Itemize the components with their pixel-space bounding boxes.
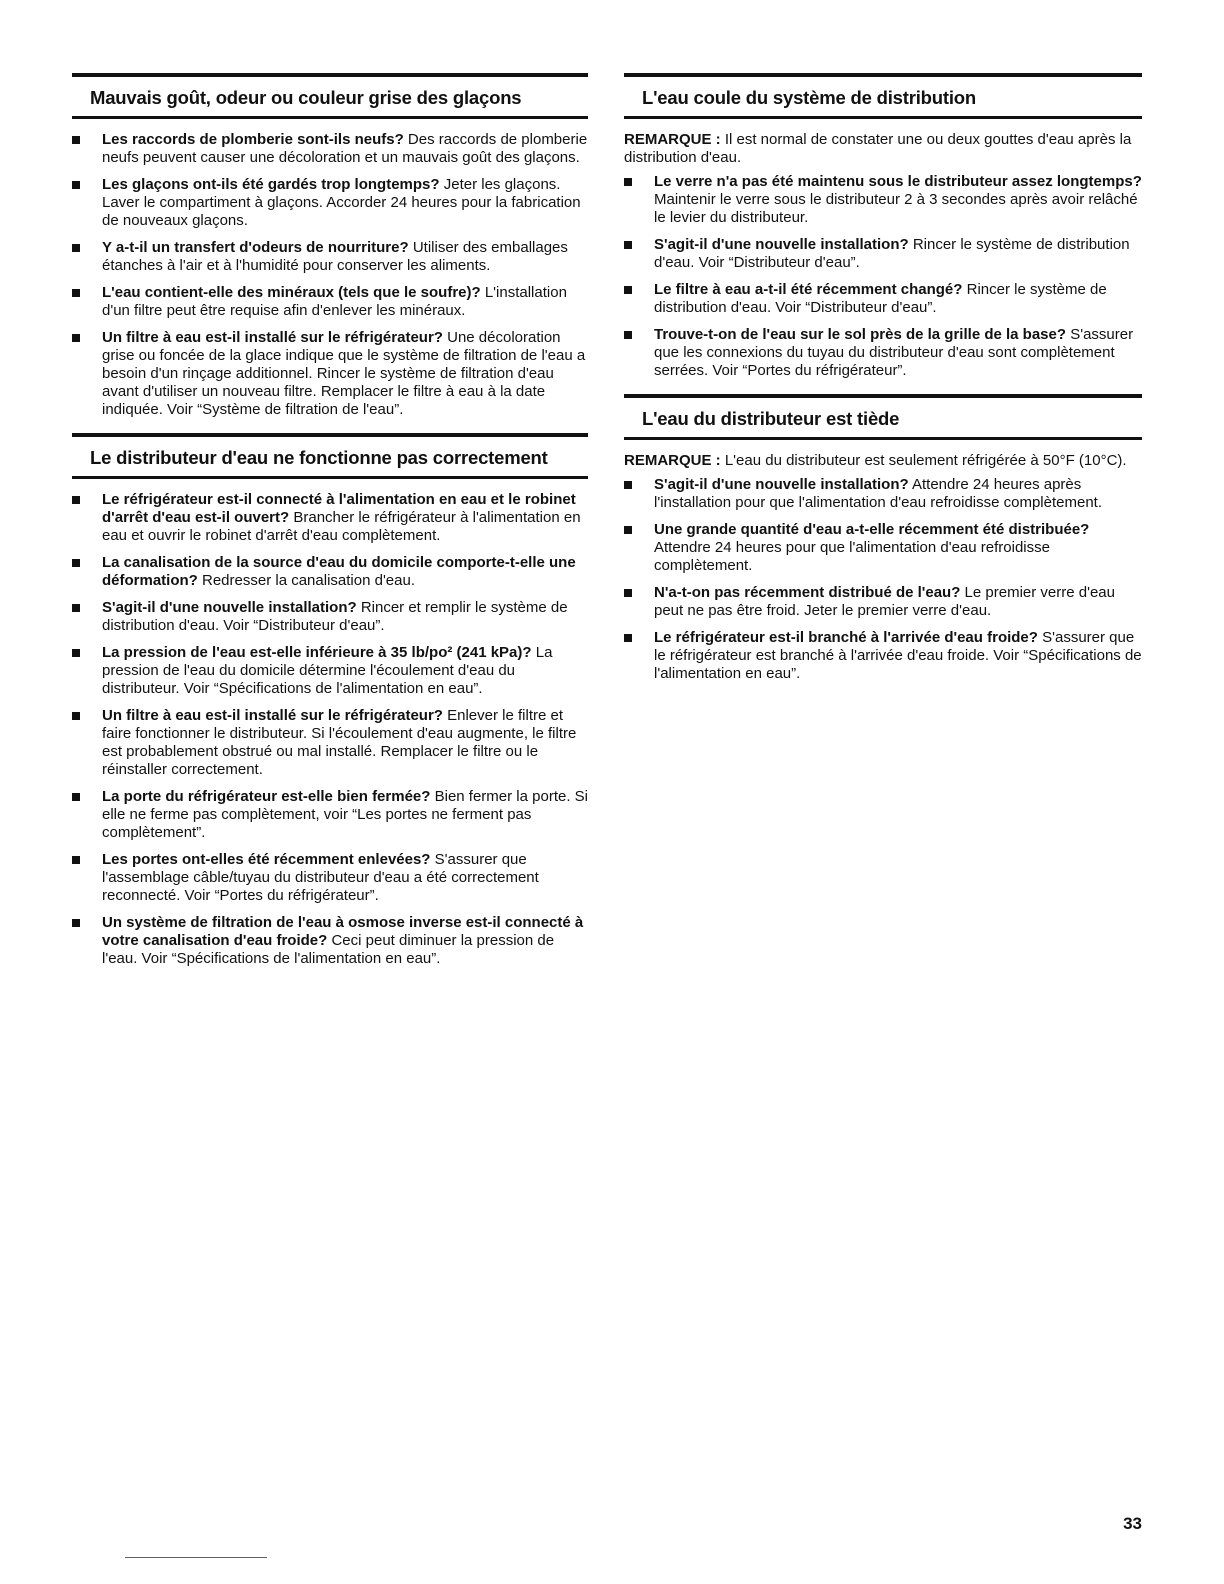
- list-item: [72, 131, 588, 167]
- list-item: [624, 236, 1142, 272]
- section-heading: L'eau coule du système de distribution: [624, 73, 1142, 119]
- square-bullet-icon: [72, 181, 80, 189]
- answer: Maintenir le verre sous le distributeur 2 à 3 secondes après avoir relâché le levier du distributeur.: [654, 191, 1138, 227]
- square-bullet-icon: [72, 496, 80, 504]
- question: L'eau contient-elle des minéraux (tels que le soufre)?: [102, 284, 481, 302]
- list-item: [72, 491, 588, 545]
- square-bullet-icon: [72, 604, 80, 612]
- square-bullet-icon: [72, 793, 80, 801]
- answer: Jeter les glaçons. Laver le compartiment à glaçons. Accorder 24 heures pour la fabrication de nouveaux glaçons.: [102, 176, 581, 230]
- square-bullet-icon: [72, 289, 80, 297]
- answer: Une décoloration grise ou foncée de la glace indique que le système de filtration de l'eau a besoin d'un rinçage additionnel. Rincer le système de filtration d'eau avant d'utiliser un nouveau filtre. Remplacer le filtre à eau à la date indiquée. Voir “Système de filtration de l'eau”.: [102, 329, 586, 419]
- section-ice-taste: [72, 73, 588, 419]
- troubleshoot-list: [72, 491, 588, 968]
- list-item: [624, 584, 1142, 620]
- answer: S'assurer que le réfrigérateur est branché à l'arrivée d'eau froide. Voir “Spécifications de l'alimentation en eau”.: [654, 629, 1142, 683]
- question: Les raccords de plomberie sont-ils neufs?: [102, 131, 404, 149]
- square-bullet-icon: [72, 559, 80, 567]
- question: Y a-t-il un transfert d'odeurs de nourriture?: [102, 239, 409, 257]
- square-bullet-icon: [624, 178, 632, 186]
- troubleshoot-list: [72, 131, 588, 419]
- left-column: [72, 73, 588, 982]
- note-label: REMARQUE :: [624, 452, 721, 470]
- answer: Rincer le système de distribution d'eau. Voir “Distributeur d'eau”.: [654, 281, 1107, 317]
- answer: Attendre 24 heures pour que l'alimentation d'eau refroidisse complètement.: [654, 539, 1050, 575]
- square-bullet-icon: [624, 331, 632, 339]
- square-bullet-icon: [72, 712, 80, 720]
- answer: Des raccords de plomberie neufs peuvent causer une décoloration et un mauvais goût des glaçons.: [102, 131, 588, 167]
- section-dispenser-malfunction: [72, 433, 588, 968]
- square-bullet-icon: [72, 919, 80, 927]
- answer: Brancher le réfrigérateur à l'alimentation en eau et ouvrir le robinet d'arrêt d'eau complètement.: [102, 509, 581, 545]
- answer: Rincer le système de distribution d'eau. Voir “Distributeur d'eau”.: [654, 236, 1130, 272]
- answer: Enlever le filtre et faire fonctionner le distributeur. Si l'écoulement d'eau augmente, le filtre est probablement obstrué ou mal installé. Remplacer le filtre ou le réinstaller correctement.: [102, 707, 577, 779]
- section-heading: Mauvais goût, odeur ou couleur grise des glaçons: [72, 73, 588, 119]
- question: Un filtre à eau est-il installé sur le réfrigérateur?: [102, 329, 443, 347]
- page-number: 33: [1123, 1514, 1142, 1533]
- section-heading: L'eau du distributeur est tiède: [624, 394, 1142, 440]
- list-item: [72, 599, 588, 635]
- answer: Ceci peut diminuer la pression de l'eau. Voir “Spécifications de l'alimentation en eau”.: [102, 932, 555, 968]
- list-item: [72, 176, 588, 230]
- square-bullet-icon: [72, 136, 80, 144]
- question: Les portes ont-elles été récemment enlevées?: [102, 851, 431, 869]
- note-text: Il est normal de constater une ou deux gouttes d'eau après la distribution d'eau.: [624, 131, 1132, 167]
- question: Un filtre à eau est-il installé sur le réfrigérateur?: [102, 707, 443, 725]
- list-item: [72, 239, 588, 275]
- troubleshoot-list: [624, 173, 1142, 380]
- answer: S'assurer que l'assemblage câble/tuyau du distributeur d'eau a été correctement reconnecté. Voir “Portes du réfrigérateur”.: [102, 851, 539, 905]
- list-item: [72, 851, 588, 905]
- question: Le réfrigérateur est-il connecté à l'alimentation en eau et le robinet d'arrêt d'eau est-il ouvert?: [102, 491, 576, 527]
- footer-divider: [125, 1557, 267, 1558]
- square-bullet-icon: [72, 856, 80, 864]
- answer: Redresser la canalisation d'eau.: [197, 572, 415, 590]
- list-item: [624, 326, 1142, 380]
- question: Un système de filtration de l'eau à osmose inverse est-il connecté à votre canalisation d'eau froide?: [102, 914, 584, 950]
- list-item: [624, 281, 1142, 317]
- square-bullet-icon: [72, 244, 80, 252]
- list-item: [72, 284, 588, 320]
- answer: Attendre 24 heures après l'installation pour que l'alimentation d'eau refroidisse complètement.: [654, 476, 1103, 512]
- list-item: [72, 788, 588, 842]
- answer: Utiliser des emballages étanches à l'air et à l'humidité pour conserver les aliments.: [102, 239, 568, 275]
- answer: La pression de l'eau du domicile détermine l'écoulement d'eau du distributeur. Voir “Spécifications de l'alimentation en eau”.: [102, 644, 553, 698]
- question: Le réfrigérateur est-il branché à l'arrivée d'eau froide?: [654, 629, 1038, 647]
- list-item: [72, 707, 588, 779]
- note-text: L'eau du distributeur est seulement réfrigérée à 50°F (10°C).: [720, 452, 1127, 470]
- list-item: [624, 521, 1142, 575]
- square-bullet-icon: [624, 526, 632, 534]
- answer: Bien fermer la porte. Si elle ne ferme pas complètement, voir “Les portes ne ferment pas complètement”.: [102, 788, 589, 842]
- section-heading: Le distributeur d'eau ne fonctionne pas correctement: [72, 433, 588, 479]
- note: [624, 131, 1142, 167]
- question: N'a-t-on pas récemment distribué de l'eau?: [654, 584, 961, 602]
- question: S'agit-il d'une nouvelle installation?: [102, 599, 357, 617]
- square-bullet-icon: [72, 649, 80, 657]
- right-column: [624, 73, 1142, 697]
- list-item: [624, 476, 1142, 512]
- question: La porte du réfrigérateur est-elle bien fermée?: [102, 788, 431, 806]
- note-label: REMARQUE :: [624, 131, 721, 149]
- square-bullet-icon: [624, 634, 632, 642]
- list-item: [72, 914, 588, 968]
- square-bullet-icon: [624, 241, 632, 249]
- answer: L'installation d'un filtre peut être requise afin d'enlever les minéraux.: [102, 284, 567, 320]
- note: [624, 452, 1142, 470]
- answer: Le premier verre d'eau peut ne pas être froid. Jeter le premier verre d'eau.: [654, 584, 1115, 620]
- question: Une grande quantité d'eau a-t-elle récemment été distribuée?: [654, 521, 1090, 539]
- question: Les glaçons ont-ils été gardés trop longtemps?: [102, 176, 440, 194]
- answer: Rincer et remplir le système de distribution d'eau. Voir “Distributeur d'eau”.: [102, 599, 568, 635]
- troubleshoot-list: [624, 476, 1142, 683]
- list-item: [72, 554, 588, 590]
- section-water-leak: [624, 73, 1142, 380]
- square-bullet-icon: [624, 286, 632, 294]
- question: Le verre n'a pas été maintenu sous le distributeur assez longtemps?: [654, 173, 1142, 191]
- question: S'agit-il d'une nouvelle installation?: [654, 236, 909, 254]
- square-bullet-icon: [72, 334, 80, 342]
- list-item: [624, 629, 1142, 683]
- question: Le filtre à eau a-t-il été récemment changé?: [654, 281, 963, 299]
- list-item: [72, 329, 588, 419]
- square-bullet-icon: [624, 481, 632, 489]
- question: La canalisation de la source d'eau du domicile comporte-t-elle une déformation?: [102, 554, 576, 590]
- question: La pression de l'eau est-elle inférieure à 35 lb/po² (241 kPa)?: [102, 644, 532, 662]
- question: Trouve-t-on de l'eau sur le sol près de la grille de la base?: [654, 326, 1067, 344]
- question: S'agit-il d'une nouvelle installation?: [654, 476, 909, 494]
- list-item: [72, 644, 588, 698]
- section-water-lukewarm: [624, 394, 1142, 683]
- answer: S'assurer que les connexions du tuyau du distributeur d'eau sont complètement serrées. Voir “Portes du réfrigérateur”.: [654, 326, 1134, 380]
- square-bullet-icon: [624, 589, 632, 597]
- list-item: [624, 173, 1142, 227]
